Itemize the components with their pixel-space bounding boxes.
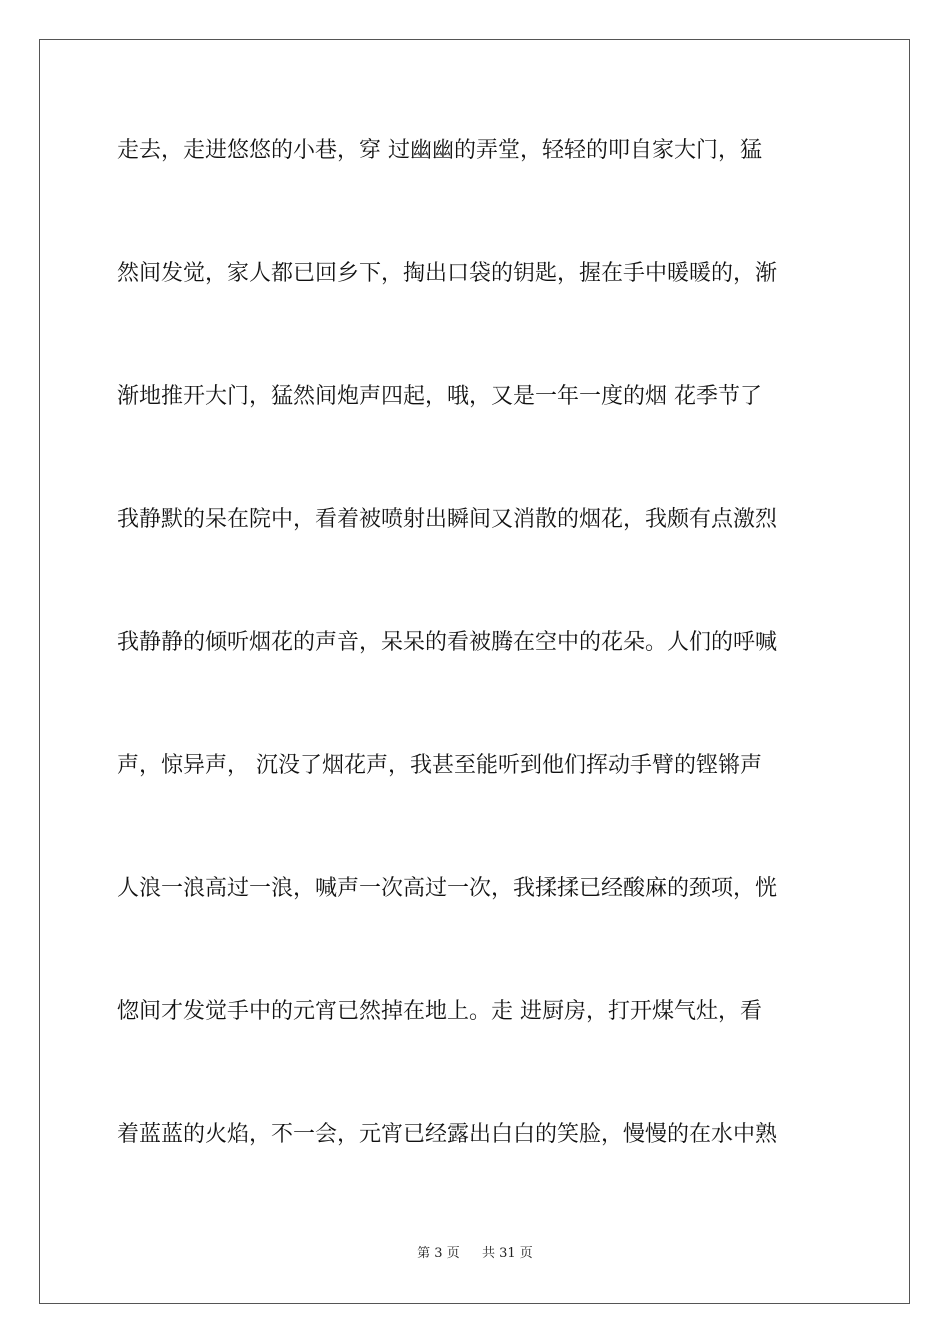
page-number: 第 3 页 [417, 1246, 460, 1261]
text-line: 渐地推开大门，猛然间炮声四起，哦，又是一年一度的烟 花季节了 [117, 384, 762, 409]
text-line: 惚间才发觉手中的元宵已然掉在地上。走 进厨房，打开煤气灶，看 [117, 999, 762, 1024]
text-line: 我静静的倾听烟花的声音，呆呆的看被腾在空中的花朵。人们的呼喊 [117, 630, 778, 655]
page-total: 共 31 页 [482, 1246, 533, 1261]
text-line: 走去，走进悠悠的小巷，穿 过幽幽的弄堂，轻轻的叩自家大门，猛 [117, 138, 762, 163]
text-line: 我静默的呆在院中，看着被喷射出瞬间又消散的烟花，我颇有点激烈 [117, 507, 778, 532]
page-footer [0, 1245, 950, 1263]
text-line: 然间发觉，家人都已回乡下，掏出口袋的钥匙，握在手中暖暖的，渐 [117, 261, 778, 286]
text-line: 人浪一浪高过一浪，喊声一次高过一次，我揉揉已经酸麻的颈项，恍 [117, 876, 778, 901]
page-frame [39, 39, 910, 1304]
text-line: 声，惊异声， 沉没了烟花声，我甚至能听到他们挥动手臂的铿锵声 [117, 753, 762, 778]
text-line: 着蓝蓝的火焰，不一会，元宵已经露出白白的笑脸，慢慢的在水中熟 [117, 1122, 778, 1147]
